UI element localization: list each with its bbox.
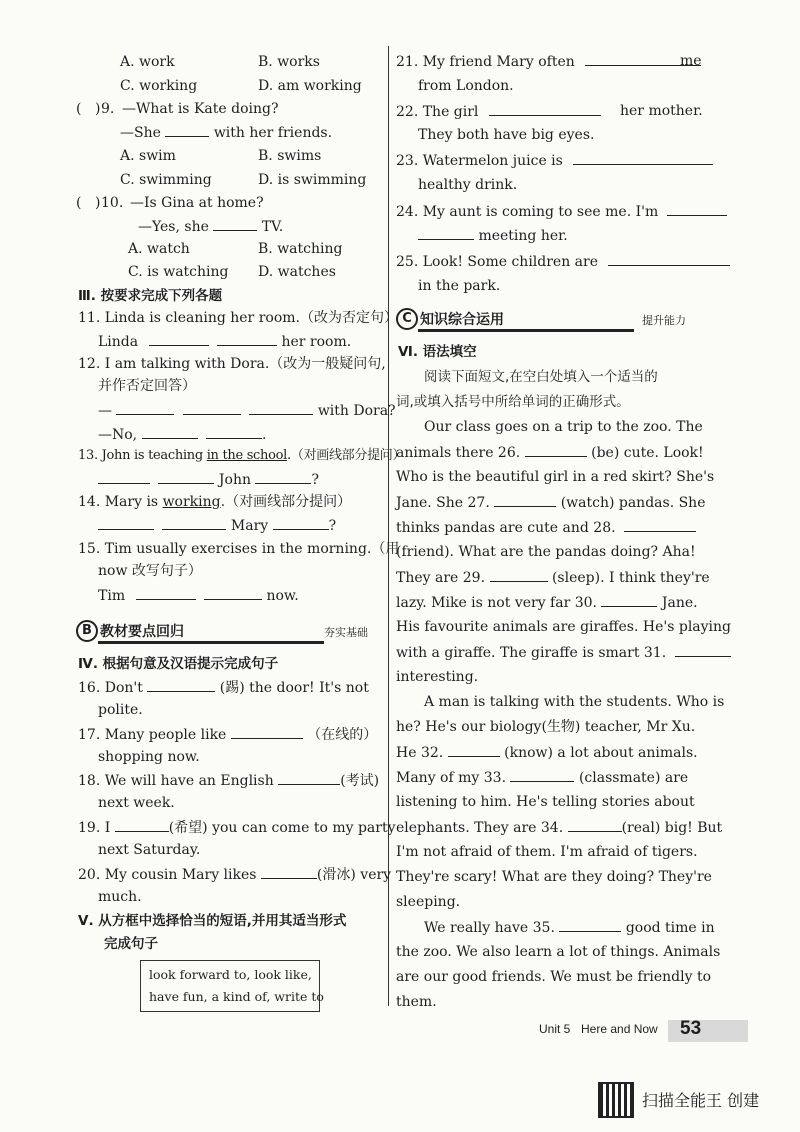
q19-line1 [78, 817, 396, 838]
q12-blank-2[interactable] [183, 400, 241, 415]
passage-text: (watch) pandas. She [560, 495, 706, 511]
q23-line2: healthy drink. [418, 177, 518, 193]
q15-prompt-line1: 15. Tim usually exercises in the morning.（用 [78, 541, 400, 557]
blank-26[interactable] [525, 442, 587, 457]
passage-text: elephants. They are 34. [396, 820, 564, 836]
passage-text: We really have 35. [424, 920, 555, 936]
q9-question: —What is Kate doing? [122, 101, 279, 117]
passage-line [396, 817, 722, 838]
q9-answer-pre: —She [120, 125, 161, 141]
section-b-tag: 夯实基础 [324, 626, 368, 639]
q18-line1 [78, 770, 379, 791]
q14-answer-line [98, 515, 336, 536]
q13-pre: 13. John is teaching [78, 448, 203, 463]
q9-number: 9. [101, 101, 115, 117]
passage-line: A man is talking with the students. Who is [424, 694, 725, 710]
q23-pre: 23. Watermelon juice is [396, 153, 563, 169]
q21-line2: from London. [418, 78, 514, 94]
q18-line2: next week. [98, 795, 175, 811]
q24-line2-post: meeting her. [478, 228, 568, 244]
q18-hint: (考试) [340, 773, 380, 789]
passage-text: (know) a lot about animals. [504, 745, 698, 761]
q11-answer-line [98, 331, 351, 352]
q20-pre: 20. My cousin Mary likes [78, 867, 257, 883]
phrase-box-line1: look forward to, look like, [149, 967, 312, 982]
phrase-box-line2: have fun, a kind of, write to [149, 989, 324, 1004]
passage-text: (classmate) are [578, 770, 689, 786]
blank-32[interactable] [448, 742, 500, 757]
q10-option-d: D. watches [258, 264, 336, 280]
q11-post: her room. [281, 334, 352, 350]
q25-line1 [396, 251, 730, 272]
passage-text: Jane. She 27. [396, 495, 490, 511]
q13-post: .（对画线部分提问） [287, 448, 406, 463]
q18-blank[interactable] [278, 770, 340, 785]
q17-blank[interactable] [231, 724, 303, 739]
passage-line [424, 917, 715, 938]
q9-answer-line [120, 122, 332, 143]
q10-answer-pre: —Yes, she [138, 219, 209, 235]
q23-line1 [396, 150, 713, 171]
q9-option-c: C. swimming [120, 172, 212, 188]
section-b-rule [98, 641, 324, 644]
q13-answer-line [98, 469, 319, 490]
passage-line: listening to him. He's telling stories about [396, 794, 695, 810]
q12-prompt-line1: 12. I am talking with Dora.（改为一般疑问句, [78, 356, 386, 372]
blank-28[interactable] [624, 517, 696, 532]
phrase-box [140, 960, 324, 1012]
section-b-title: 教材要点回归 [100, 624, 184, 640]
section-6-instruction-line1: 阅读下面短文,在空白处填入一个适当的 [424, 369, 658, 385]
section-c-title: 知识综合运用 [420, 312, 504, 328]
q9-paren-close: ) [95, 101, 101, 117]
passage-line: sleeping. [396, 894, 461, 910]
q8-option-c: C. working [120, 78, 198, 94]
q18-pre: 18. We will have an English [78, 773, 274, 789]
passage-text: He 32. [396, 745, 444, 761]
q8-option-d: D. am working [258, 78, 362, 94]
q15-pre: Tim [98, 588, 126, 604]
passage-line [396, 592, 698, 613]
blank-33[interactable] [510, 767, 574, 782]
q13-underlined: in the school [206, 448, 288, 463]
q13-prompt [78, 446, 405, 466]
passage-line: I'm not afraid of them. I'm afraid of tigers. [396, 844, 698, 860]
passage-line [396, 642, 731, 663]
passage-line [396, 442, 704, 463]
q14-mid: Mary [230, 518, 269, 534]
blank-30[interactable] [601, 592, 657, 607]
section-6-instruction-line2: 词,或填入括号中所给单词的正确形式。 [396, 394, 630, 410]
q10-option-b: B. watching [258, 241, 343, 257]
q12-blank-4[interactable] [142, 424, 198, 439]
q25-line2: in the park. [418, 278, 501, 294]
q9-answer-paren[interactable]: ( [76, 101, 82, 117]
q14-blank-1[interactable] [98, 515, 154, 530]
q24-blank-2[interactable] [418, 225, 474, 240]
q25-pre: 25. Look! Some children are [396, 254, 599, 270]
q22-line2: They both have big eyes. [418, 127, 595, 143]
q21-post: me [680, 53, 702, 69]
blank-27[interactable] [494, 492, 556, 507]
q19-hint: (希望) you can come to my party [168, 820, 396, 836]
q9-option-b: B. swims [258, 148, 322, 164]
passage-line: (friend). What are the pandas doing? Aha! [396, 544, 696, 560]
q16-line1 [78, 677, 369, 698]
q20-blank[interactable] [261, 864, 317, 879]
q12-period: . [262, 427, 267, 443]
q8-option-a: A. work [120, 54, 175, 70]
q13-blank-3[interactable] [255, 469, 311, 484]
footer-unit-title: Here and Now [581, 1022, 658, 1036]
passage-line: Who is the beautiful girl in a red skirt? She's [396, 469, 715, 485]
q11-prompt: 11. Linda is cleaning her room.（改为否定句） [78, 310, 398, 326]
section-c-header [396, 308, 702, 332]
passage-text: Jane. [661, 595, 698, 611]
q13-qmark: ? [311, 472, 319, 488]
q14-pre: 14. Mary is [78, 494, 159, 510]
q24-line2 [418, 225, 568, 246]
passage-text: They are 29. [396, 570, 486, 586]
q13-blank-2[interactable] [158, 469, 214, 484]
blank-29[interactable] [490, 567, 548, 582]
passage-text: thinks pandas are cute and 28. [396, 520, 616, 536]
q16-pre: 16. Don't [78, 680, 143, 696]
q12-no: —No, [98, 427, 138, 443]
passage-text: (real) big! But [621, 820, 723, 836]
q10-answer-post: TV. [261, 219, 284, 235]
q25-blank[interactable] [608, 251, 730, 266]
passage-text: animals there 26. [396, 445, 521, 461]
passage-line [396, 492, 706, 513]
passage-line: them. [396, 994, 437, 1010]
q10-number: 10. [101, 195, 124, 211]
passage-line [396, 767, 688, 788]
q12-blank-3[interactable] [249, 400, 313, 415]
q20-line2: much. [98, 889, 142, 905]
q11-blank-2[interactable] [217, 331, 277, 346]
q14-underlined: working [162, 494, 221, 510]
scanner-watermark: 扫描全能王 创建 [642, 1091, 760, 1110]
passage-line: the zoo. We also learn a lot of things. Animals [396, 944, 721, 960]
passage-line: are our good friends. We must be friendly to [396, 969, 712, 985]
q16-line2: polite. [98, 702, 143, 718]
q10-option-c: C. is watching [128, 264, 229, 280]
q8-option-b: B. works [258, 54, 320, 70]
q10-paren-close: ) [95, 195, 101, 211]
q12-answer-line [98, 424, 267, 445]
q10-blank[interactable] [213, 216, 257, 231]
section-b-header [76, 620, 382, 644]
q17-line1 [78, 724, 377, 745]
q19-line2: next Saturday. [98, 842, 201, 858]
section-c-badge: C [396, 308, 418, 330]
q9-answer-post: with her friends. [213, 125, 333, 141]
section-5-title-line1: Ⅴ. 从方框中选择恰当的短语,并用其适当形式 [78, 913, 347, 929]
q15-blank-2[interactable] [204, 585, 262, 600]
q19-blank[interactable] [115, 817, 169, 832]
blank-35[interactable] [559, 917, 621, 932]
passage-text: (be) cute. Look! [591, 445, 704, 461]
section-b-badge: B [76, 620, 98, 642]
passage-line: interesting. [396, 669, 479, 685]
q12-question-line [98, 400, 396, 421]
q24-blank-1[interactable] [667, 201, 727, 216]
q21-line1 [396, 51, 701, 72]
q12-dash: — [98, 403, 112, 419]
passage-text: (sleep). I think they're [551, 570, 710, 586]
column-divider [388, 46, 389, 1006]
q12-blank-5[interactable] [206, 424, 262, 439]
q16-hint: (踢) the door! It's not [219, 680, 369, 696]
q24-line1 [396, 201, 727, 222]
q14-blank-3[interactable] [273, 515, 329, 530]
blank-31[interactable] [675, 642, 731, 657]
blank-34[interactable] [568, 817, 622, 832]
page-number: 53 [680, 1018, 702, 1039]
passage-text: Many of my 33. [396, 770, 507, 786]
q15-answer-line [98, 585, 299, 606]
q14-qmark: ? [328, 518, 337, 534]
passage-line: Our class goes on a trip to the zoo. The [424, 419, 703, 435]
q17-line2: shopping now. [98, 749, 200, 765]
q19-pre: 19. I [78, 820, 111, 836]
q17-hint: （在线的） [307, 727, 378, 743]
q23-blank[interactable] [573, 150, 713, 165]
q9-option-a: A. swim [120, 148, 176, 164]
passage-text: good time in [625, 920, 715, 936]
q14-blank-2[interactable] [162, 515, 226, 530]
q24-pre: 24. My aunt is coming to see me. I'm [396, 204, 659, 220]
q22-pre: 22. The girl [396, 104, 479, 120]
q9-blank[interactable] [165, 122, 209, 137]
q13-mid: John [218, 472, 251, 488]
passage-text: lazy. Mike is not very far 30. [396, 595, 597, 611]
q10-question: —Is Gina at home? [130, 195, 264, 211]
q10-answer-paren[interactable]: ( [76, 195, 82, 211]
q11-pre: Linda [98, 334, 139, 350]
q20-hint: (滑冰) very [316, 867, 392, 883]
q15-post: now. [266, 588, 299, 604]
passage-line [396, 567, 710, 588]
footer-unit: Unit 5 [539, 1022, 571, 1036]
section-c-rule [418, 329, 634, 332]
q10-answer-line [138, 216, 283, 237]
passage-line [396, 742, 698, 763]
q14-prompt [78, 492, 351, 512]
q12-post: with Dora? [317, 403, 396, 419]
q9-option-d: D. is swimming [258, 172, 367, 188]
q16-blank[interactable] [147, 677, 215, 692]
q14-post: .（对画线部分提问） [220, 494, 352, 510]
passage-text: with a giraffe. The giraffe is smart 31. [396, 645, 667, 661]
q22-line1 [396, 101, 601, 122]
q12-prompt-line2: 并作否定回答） [98, 378, 196, 394]
section-c-tag: 提升能力 [642, 314, 686, 327]
q13-blank-1[interactable] [98, 469, 150, 484]
passage-line: His favourite animals are giraffes. He's playing [396, 619, 732, 635]
q22-blank[interactable] [489, 101, 601, 116]
section-5-title-line2: 完成句子 [104, 936, 158, 952]
section-6-title: Ⅵ. 语法填空 [398, 344, 477, 360]
qr-code-icon [598, 1082, 634, 1118]
q20-line1 [78, 864, 391, 885]
passage-line: he? He's our biology(生物) teacher, Mr Xu. [396, 719, 696, 735]
q17-pre: 17. Many people like [78, 727, 227, 743]
q12-blank-1[interactable] [116, 400, 174, 415]
passage-line: They're scary! What are they doing? They're [396, 869, 712, 885]
q15-blank-1[interactable] [136, 585, 196, 600]
q11-blank-1[interactable] [149, 331, 209, 346]
q10-option-a: A. watch [128, 241, 190, 257]
passage-line [396, 517, 696, 538]
q21-pre: 21. My friend Mary often [396, 54, 575, 70]
section-3-title: Ⅲ. 按要求完成下列各题 [78, 288, 223, 304]
section-4-title: Ⅳ. 根据句意及汉语提示完成句子 [78, 656, 279, 672]
q15-prompt-line2: now 改写句子） [98, 563, 202, 579]
q22-post: her mother. [620, 103, 703, 119]
